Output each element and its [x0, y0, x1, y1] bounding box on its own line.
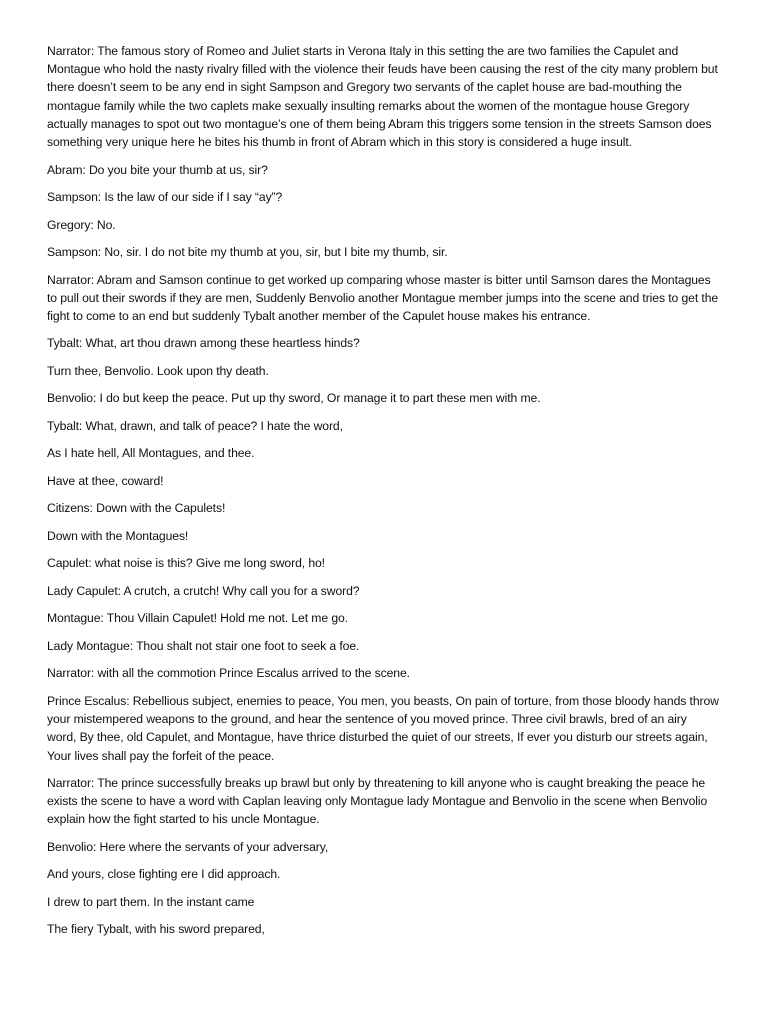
- dialogue-line: As I hate hell, All Montagues, and thee.: [47, 446, 255, 461]
- dialogue-line: I drew to part them. In the instant came: [47, 894, 255, 909]
- dialogue-line: Sampson: No, sir. I do not bite my thumb at you, sir, but I bite my thumb, sir.: [47, 245, 448, 260]
- dialogue-line: Lady Montague: Thou shalt not stair one foot to seek a foe.: [47, 638, 360, 653]
- dialogue-line: Tybalt: What, drawn, and talk of peace? I hate the word,: [47, 418, 343, 433]
- dialogue-line: Sampson: Is the law of our side if I say “ay”?: [47, 190, 283, 205]
- dialogue-line: Have at thee, coward!: [47, 473, 164, 488]
- dialogue-paragraph: Prince Escalus: Rebellious subject, enemies to peace, You men, you beasts, On pain of torture, from those bloody hands throw your mistempered weapons to the ground, and hear the sentence of you moved prince. Three civil brawls, bred of an airy word, By thee, old Capulet, and Montague, have thrice disturbed the quiet of our streets, If ever you disturb our streets again, Your lives shall pay the forfeit of the peace.: [47, 693, 719, 763]
- dialogue-line: Capulet: what noise is this? Give me long sword, ho!: [47, 556, 325, 571]
- dialogue-line: Turn thee, Benvolio. Look upon thy death.: [47, 363, 269, 378]
- dialogue-line: Citizens: Down with the Capulets!: [47, 501, 226, 516]
- dialogue-line: The fiery Tybalt, with his sword prepared,: [47, 922, 265, 937]
- dialogue-line: Benvolio: Here where the servants of your adversary,: [47, 839, 329, 854]
- dialogue-line: Montague: Thou Villain Capulet! Hold me not. Let me go.: [47, 611, 348, 626]
- narrator-paragraph: Narrator: The famous story of Romeo and Juliet starts in Verona Italy in this setting the are two families the Capulet and Montague who hold the nasty rivalry filled with the violence their feuds have been causing the rest of the city many problem but there doesn’t seem to be any end in sight Sampson and Gregory two servants of the caplet house are bad-mouthing the montague family while the two caplets make sexually insulting remarks about the women of the montague house Gregory actually manages to spot out two montague’s one of them being Abram this triggers some tension in the streets Samson does something very unique here he bites his thumb in front of Abram which in this story is considered a huge insult.: [47, 44, 718, 150]
- dialogue-line: Tybalt: What, art thou drawn among these heartless hinds?: [47, 336, 360, 351]
- narrator-paragraph: Narrator: with all the commotion Prince Escalus arrived to the scene.: [47, 666, 410, 681]
- narrator-paragraph: Narrator: Abram and Samson continue to get worked up comparing whose master is bitter until Samson dares the Montagues to pull out their swords if they are men, Suddenly Benvolio another Montague member jumps into the scene and tries to get the fight to come to an end but suddenly Tybalt another member of the Capulet house makes his entrance.: [47, 272, 719, 323]
- dialogue-line: Lady Capulet: A crutch, a crutch! Why call you for a sword?: [47, 583, 360, 598]
- dialogue-line: And yours, close fighting ere I did approach.: [47, 867, 281, 882]
- narrator-paragraph: Narrator: The prince successfully breaks up brawl but only by threatening to kill anyone who is caught breaking the peace he exists the scene to have a word with Caplan leaving only Montague lady Montague and Benvolio in the scene when Benvolio explain how the fight started to his uncle Montague.: [47, 776, 708, 827]
- dialogue-line: Gregory: No.: [47, 217, 116, 232]
- dialogue-line: Benvolio: I do but keep the peace. Put up thy sword, Or manage it to part these men with me.: [47, 391, 541, 406]
- dialogue-line: Down with the Montagues!: [47, 528, 189, 543]
- dialogue-line: Abram: Do you bite your thumb at us, sir?: [47, 162, 268, 177]
- document-page: [47, 42, 719, 948]
